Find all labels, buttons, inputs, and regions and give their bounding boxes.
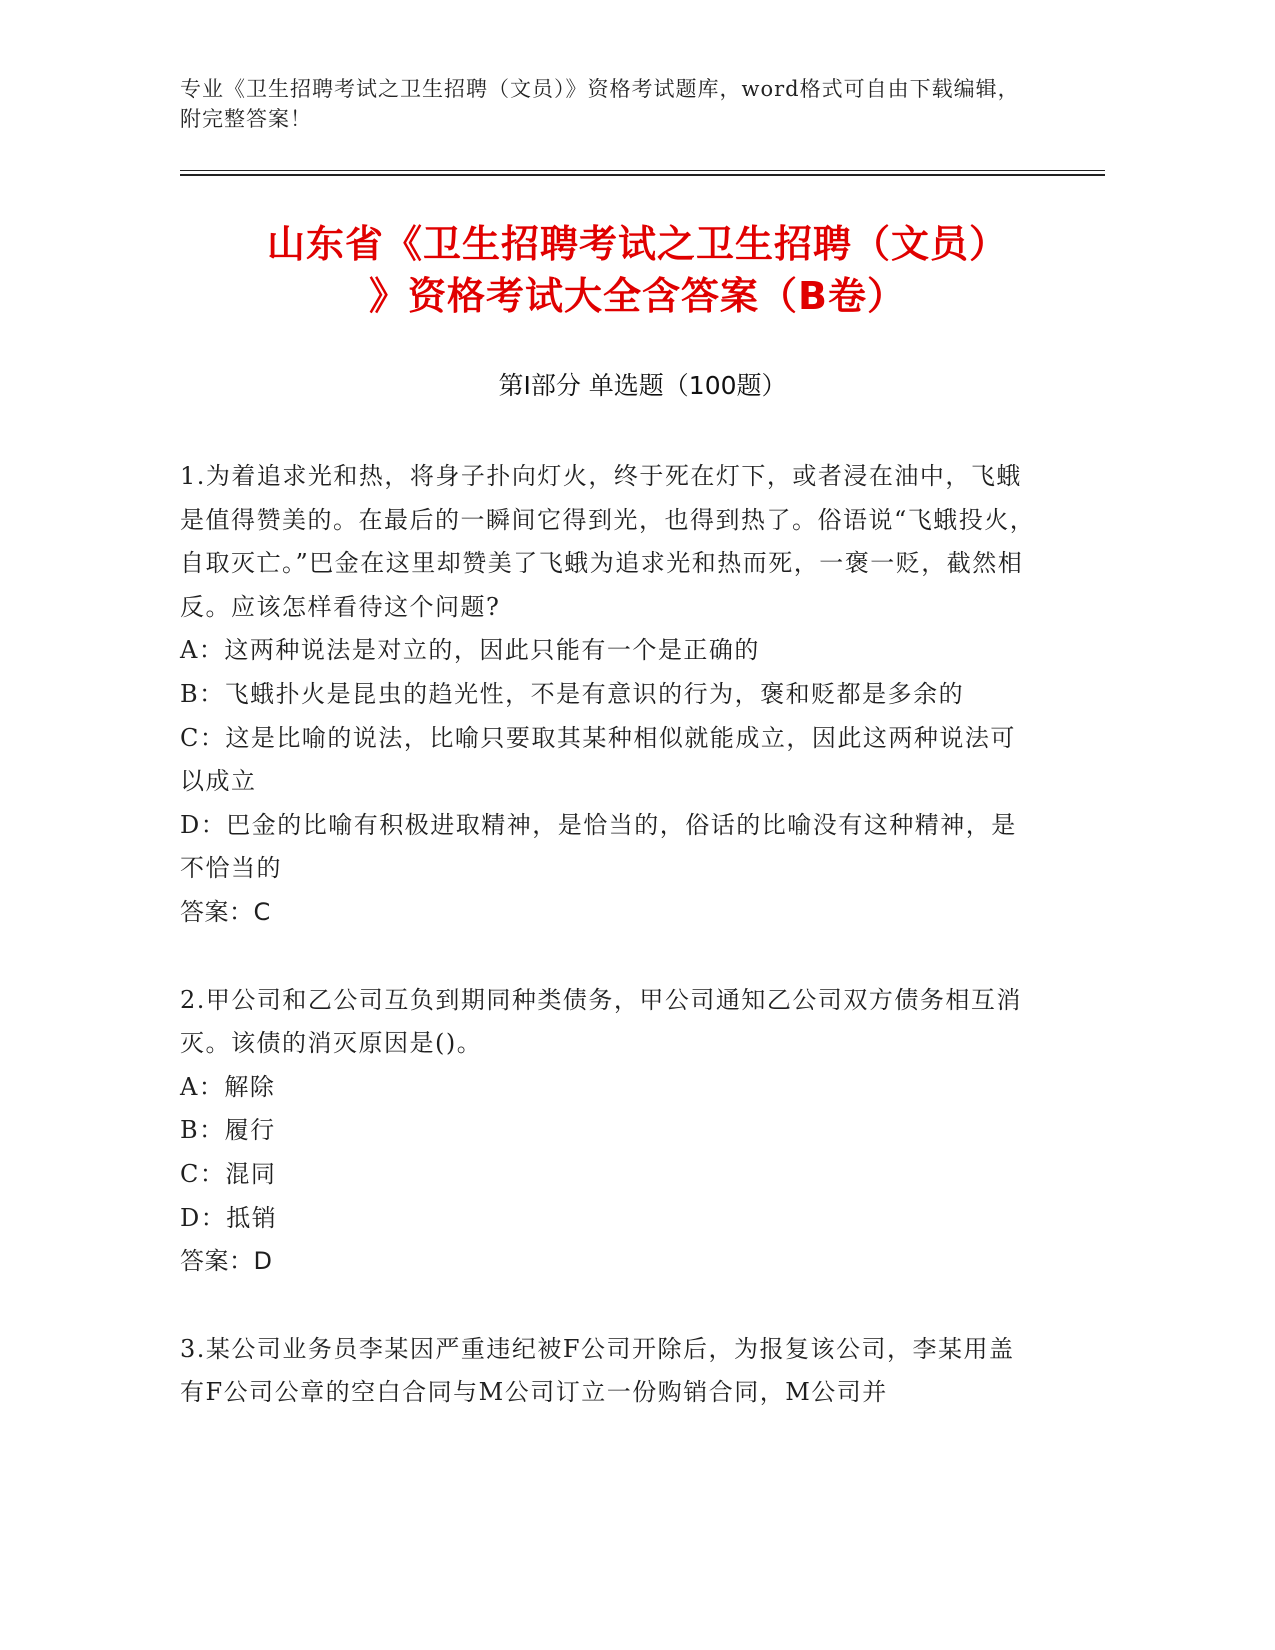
option-d: D：抵销 xyxy=(180,1203,278,1232)
question-stem: 2.甲公司和乙公司互负到期同种类债务，甲公司通知乙公司双方债务相互消灭。该债的消灭原因是()。 xyxy=(180,985,1022,1058)
option-d: D：巴金的比喻有积极进取精神，是恰当的，俗话的比喻没有这种精神，是不恰当的 xyxy=(180,810,1017,883)
option-c: C：混同 xyxy=(180,1159,277,1188)
section-title: 第Ⅰ部分 单选题（100题） xyxy=(498,371,787,400)
option-b: B：飞蛾扑火是昆虫的趋光性，不是有意识的行为，褒和贬都是多余的 xyxy=(180,679,965,708)
answer: 答案：D xyxy=(180,1247,273,1276)
header-divider-thin xyxy=(180,170,1105,171)
option-b: B：履行 xyxy=(180,1116,276,1145)
question-stem: 3.某公司业务员李某因严重违纪被F公司开除后，为报复该公司，李某用盖有F公司公章的空白合同与M公司订立一份购销合同，M公司并 xyxy=(180,1334,1015,1407)
header-note: 专业《卫生招聘考试之卫生招聘（文员）》资格考试题库，word格式可自由下载编辑，附完整答案！ xyxy=(180,77,1020,131)
header-divider-thick xyxy=(180,174,1105,176)
document-title-line-2: 》资格考试大全含答案（B卷） xyxy=(369,274,906,318)
option-c: C：这是比喻的说法，比喻只要取其某种相似就能成立，因此这两种说法可以成立 xyxy=(180,723,1016,796)
answer: 答案：C xyxy=(180,897,271,926)
option-a: A：解除 xyxy=(180,1072,276,1101)
document-title xyxy=(150,218,1125,322)
option-a: A：这两种说法是对立的，因此只能有一个是正确的 xyxy=(180,636,760,665)
question-stem: 1.为着追求光和热，将身子扑向灯火，终于死在灯下，或者浸在油中，飞蛾是值得赞美的。在最后的一瞬间它得到光，也得到热了。俗语说“飞蛾投火，自取灭亡。”巴金在这里却赞美了飞蛾为追求光和热而死，一褒一贬，截然相反。应该怎样看待这个问题? xyxy=(180,462,1036,621)
question-2 xyxy=(180,979,1040,1284)
question-list xyxy=(180,455,1040,1459)
document-title-line-1: 山东省《卫生招聘考试之卫生招聘（文员） xyxy=(266,222,1008,266)
question-1 xyxy=(180,455,1040,935)
question-3 xyxy=(180,1328,1040,1415)
